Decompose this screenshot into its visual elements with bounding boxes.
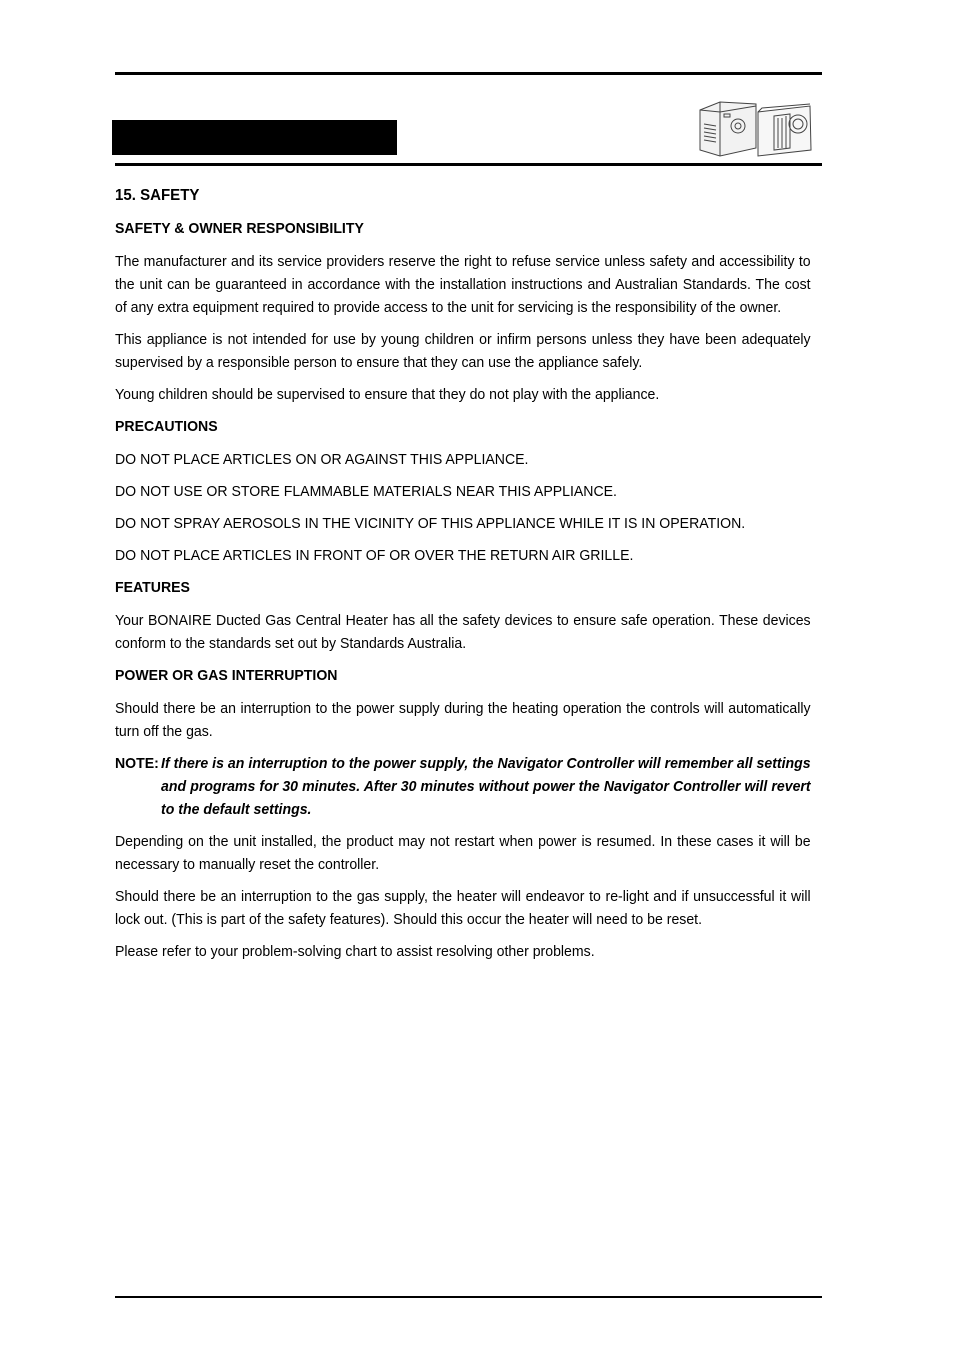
interruption-paragraph-3: Should there be an interruption to the gas supply, the heater will endeavor to re-light and if unsuccessful it will lock out. (This is part of the safety features). Should this occur the heater will need to be reset.	[115, 888, 811, 928]
interruption-paragraph-2: Depending on the unit installed, the product may not restart when power is resumed. In these cases it will be necessary to manually reset the controller.	[115, 833, 811, 873]
note-block	[115, 752, 811, 821]
owner-paragraph-1: The manufacturer and its service providers reserve the right to refuse service unless safety and accessibility to the unit can be guaranteed in accordance with the installation instructions and Australian Standards. The cost of any extra equipment required to provide access to the unit for servicing is the responsibility of the owner.	[115, 253, 811, 316]
page-content	[115, 184, 811, 972]
precaution-item: DO NOT USE OR STORE FLAMMABLE MATERIALS NEAR THIS APPLIANCE.	[115, 483, 617, 500]
footer-rule	[115, 1296, 822, 1298]
owner-paragraph-2: This appliance is not intended for use by young children or infirm persons unless they have been adequately supervised by a responsible person to ensure that they can use the appliance safely.	[115, 331, 811, 371]
section-title: 15. SAFETY	[115, 187, 200, 204]
header-bottom-rule	[115, 163, 822, 166]
precaution-item: DO NOT PLACE ARTICLES IN FRONT OF OR OVER THE RETURN AIR GRILLE.	[115, 547, 634, 564]
heater-units-icon	[698, 98, 813, 158]
note-label: NOTE:	[115, 755, 159, 772]
features-heading: FEATURES	[115, 579, 190, 596]
header-top-rule	[115, 72, 822, 75]
interruption-heading: POWER OR GAS INTERRUPTION	[115, 667, 338, 684]
interruption-paragraph-4: Please refer to your problem-solving chart to assist resolving other problems.	[115, 943, 595, 960]
precautions-heading: PRECAUTIONS	[115, 418, 218, 435]
precaution-item: DO NOT PLACE ARTICLES ON OR AGAINST THIS APPLIANCE.	[115, 451, 529, 468]
features-paragraph: Your BONAIRE Ducted Gas Central Heater has all the safety devices to ensure safe operation. These devices conform to the standards set out by Standards Australia.	[115, 612, 811, 652]
interruption-paragraph-1: Should there be an interruption to the power supply during the heating operation the controls will automatically turn off the gas.	[115, 700, 811, 740]
header-title-bar	[112, 120, 397, 155]
owner-responsibility-heading: SAFETY & OWNER RESPONSIBILITY	[115, 220, 364, 237]
owner-paragraph-3: Young children should be supervised to ensure that they do not play with the appliance.	[115, 386, 660, 403]
note-text: If there is an interruption to the power supply, the Navigator Controller will remember all settings and programs for 30 minutes. After 30 minutes without power the Navigator Controller will revert to the default settings.	[161, 755, 811, 818]
precaution-item: DO NOT SPRAY AEROSOLS IN THE VICINITY OF THIS APPLIANCE WHILE IT IS IN OPERATION.	[115, 515, 746, 532]
